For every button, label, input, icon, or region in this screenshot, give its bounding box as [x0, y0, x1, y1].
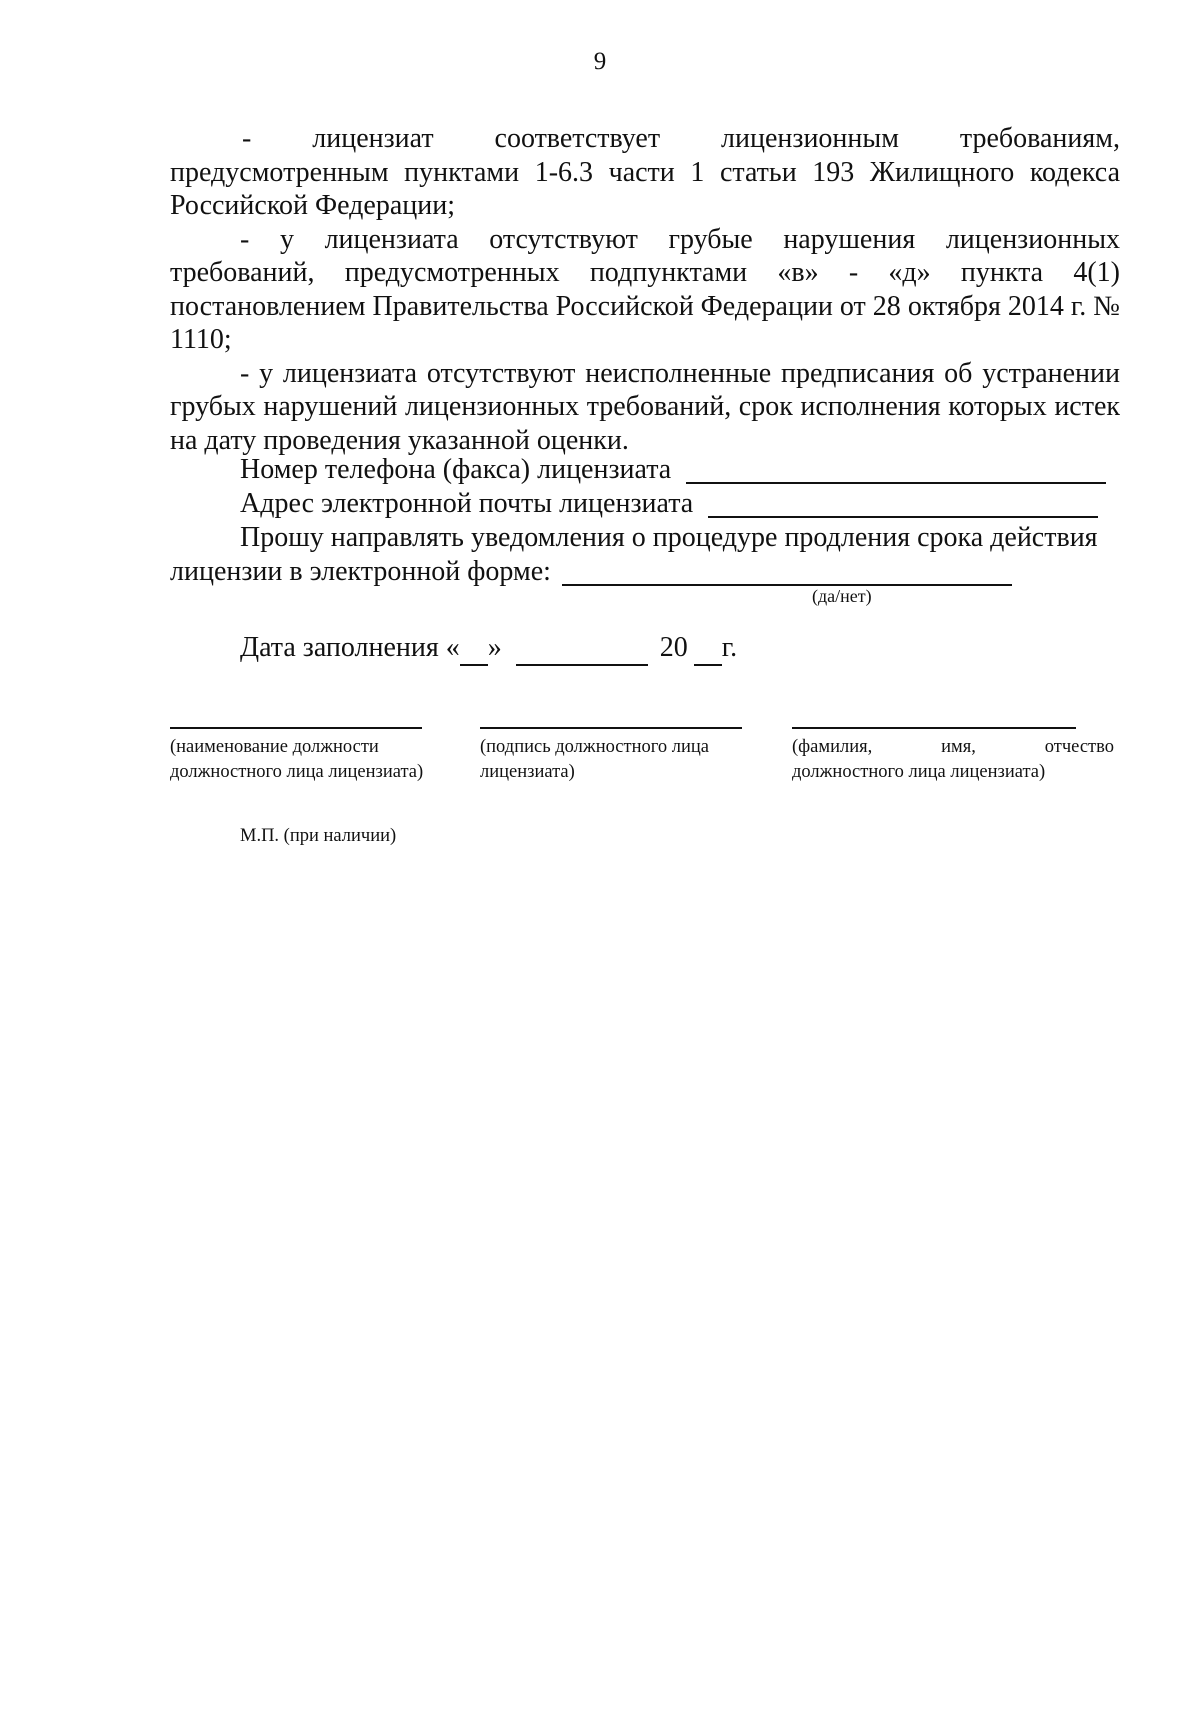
notify-label-line1: Прошу направлять уведомления о процедуре продления срока действия [240, 522, 1098, 553]
stamp-placeholder: М.П. (при наличии) [240, 826, 397, 846]
phone-label: Номер телефона (факса) лицензиата [240, 454, 672, 485]
email-field[interactable] [708, 486, 1098, 518]
signature-caption [480, 735, 750, 785]
page-number: 9 [593, 48, 607, 75]
position-caption [170, 735, 460, 785]
paragraph-requirements [170, 122, 1120, 223]
year-field[interactable] [694, 632, 722, 666]
word: соответствует [494, 123, 661, 154]
date-row [240, 632, 737, 666]
signature-line[interactable] [480, 727, 742, 729]
document-body [170, 122, 1120, 457]
notify-hint: (да/нет) [812, 586, 872, 606]
email-label: Адрес электронной почты лицензиата [240, 488, 694, 519]
name-caption [792, 735, 1114, 785]
date-label: Дата заполнения « [240, 632, 460, 663]
notify-choice-field[interactable] [562, 554, 1012, 586]
dash: - [242, 123, 252, 154]
caption-line: должностного лица лицензиата) [792, 762, 1046, 782]
phone-field[interactable] [686, 452, 1106, 484]
name-line[interactable] [792, 727, 1076, 729]
word: лицензионным [721, 123, 899, 154]
word: лицензиат [312, 123, 434, 154]
paragraph-first-line [242, 122, 1120, 156]
caption-line: (наименование должности [170, 737, 379, 757]
year-prefix: 20 [659, 632, 688, 663]
word: имя, [941, 737, 976, 757]
notify-label-line2: лицензии в электронной форме: [170, 556, 551, 587]
caption-line: (подпись должностного лица [480, 737, 710, 757]
caption-line [792, 735, 1114, 760]
paragraph-continuation: предусмотренным пунктами 1-6.3 части 1 статьи 193 Жилищного кодекса Российской Федерации; [170, 156, 1120, 221]
position-line[interactable] [170, 727, 422, 729]
paragraph-orders: - у лицензиата отсутствуют неисполненные предписания об устранении грубых нарушений лицензионных требований, срок исполнения которых истек на дату проведения указанной оценки. [170, 357, 1120, 456]
paragraph-violations: - у лицензиата отсутствуют грубые нарушения лицензионных требований, предусмотренных подпунктами «в» - «д» пункта 4(1) постановлением Правительства Российской Федерации от 28 октября 2014 г. № 1110; [170, 223, 1120, 355]
word: отчество [1044, 737, 1114, 757]
year-suffix: г. [721, 632, 738, 663]
month-field[interactable] [516, 632, 648, 666]
date-quote-close: » [487, 632, 502, 663]
word: (фамилия, [792, 737, 873, 757]
day-field[interactable] [460, 632, 488, 666]
word: требованиям, [959, 123, 1120, 154]
caption-line: должностного лица лицензиата) [170, 762, 424, 782]
caption-line: лицензиата) [480, 762, 575, 782]
